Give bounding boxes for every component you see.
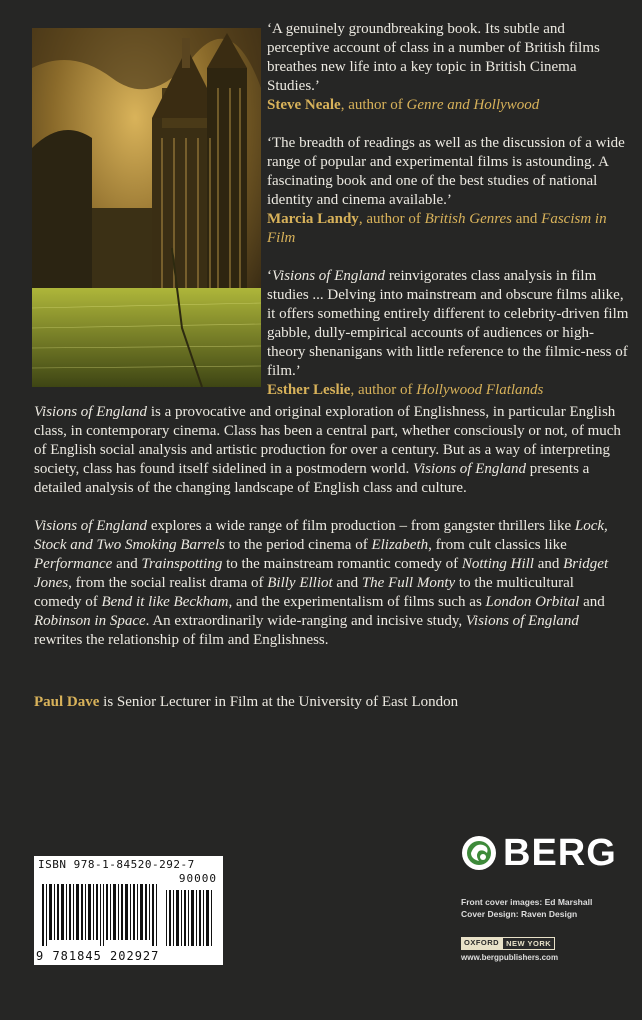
credit-cover-images: Front cover images: Ed Marshall bbox=[461, 897, 593, 907]
reviewer-name: Steve Neale bbox=[267, 97, 341, 113]
film-title: Notting Hill bbox=[461, 556, 534, 572]
text-span: is a provocative and original exploration of Englishness, in particular English class, in contemporary cinema. Class has been a central part, whether consciously or not, of much of English social analysis and artistic production for over a century. But as a way of interpreting society, class has found itself sidelined in a postmodern world. bbox=[34, 404, 621, 477]
text-span: and bbox=[112, 556, 142, 572]
quote-body: reinvigorates class analysis in film studies ... Delving into mainstream and obscure films alike, it offers something entirely different to celebrity-driven film gabble, dully-empirical accounts of audiences or high-theory shenanigans with little reference to the filmic-ness of film.’ bbox=[267, 268, 629, 379]
logo-wordmark: BERG bbox=[503, 832, 617, 874]
quote-marcia-landy bbox=[267, 134, 629, 248]
work-title: Hollywood Flatlands bbox=[416, 382, 544, 398]
work-title: Genre and Hollywood bbox=[406, 97, 540, 113]
description-paragraph-1 bbox=[34, 403, 624, 498]
book-title: Visions of England bbox=[412, 461, 527, 477]
text-span: , and the experimentalism of films such as bbox=[228, 594, 486, 610]
quote-steve-neale bbox=[267, 20, 629, 115]
attribution-text: , author of bbox=[358, 211, 425, 227]
price-addon: 90000 bbox=[178, 872, 217, 885]
film-title: Lock, Stock and Two Smoking Barrels bbox=[34, 518, 608, 553]
author-name: Paul Dave bbox=[34, 694, 100, 710]
badge-new-york: NEW YORK bbox=[502, 937, 555, 950]
film-title: Bridget Jones bbox=[34, 556, 609, 591]
isbn-barcode bbox=[34, 856, 223, 965]
author-bio bbox=[34, 693, 624, 712]
text-span: , from the social realist drama of bbox=[68, 575, 268, 591]
book-title: Visions of England bbox=[34, 518, 148, 534]
quote-text bbox=[267, 267, 629, 381]
reviewer-name: Marcia Landy bbox=[267, 211, 359, 227]
film-title: Trainspotting bbox=[141, 556, 223, 572]
book-title: Visions of England bbox=[272, 268, 386, 284]
film-title: London Orbital bbox=[485, 594, 580, 610]
reviewer-name: Esther Leslie bbox=[267, 382, 351, 398]
text-span: , from cult classics like bbox=[428, 537, 567, 553]
quote-attribution bbox=[267, 210, 629, 248]
text-span: . An extraordinarily wide-ranging and incisive study, bbox=[145, 613, 466, 629]
description-paragraph-2 bbox=[34, 517, 624, 650]
book-title: Visions of England bbox=[465, 613, 579, 629]
credit-cover-design: Cover Design: Raven Design bbox=[461, 909, 578, 919]
film-title: Bend it like Beckham bbox=[101, 594, 229, 610]
text-span: and bbox=[533, 556, 564, 572]
attribution-and: and bbox=[512, 211, 542, 227]
text-span: rewrites the relationship of film and Englishness. bbox=[34, 632, 329, 648]
text-span: to the mainstream romantic comedy of bbox=[222, 556, 462, 572]
book-description bbox=[34, 403, 624, 669]
quote-attribution bbox=[267, 381, 629, 400]
attribution-text: , author of bbox=[350, 382, 417, 398]
text-span: and bbox=[579, 594, 605, 610]
publisher-logo bbox=[461, 833, 621, 873]
berg-logo bbox=[461, 833, 621, 873]
isbn-number: ISBN 978-1-84520-292-7 bbox=[38, 858, 195, 871]
text-span: explores a wide range of film production – from gangster thrillers like bbox=[147, 518, 575, 534]
work-title-2: Fascism in Film bbox=[267, 211, 607, 246]
text-span: to the period cinema of bbox=[224, 537, 372, 553]
film-title: Elizabeth bbox=[371, 537, 429, 553]
berg-emblem-icon bbox=[461, 835, 497, 871]
ean-number: 9 781845 202927 bbox=[36, 949, 160, 963]
quote-attribution bbox=[267, 96, 629, 115]
badge-oxford: OXFORD bbox=[461, 937, 502, 950]
film-title: Billy Elliot bbox=[267, 575, 333, 591]
text-span: presents a detailed analysis of the changing landscape of English class and culture. bbox=[34, 461, 590, 496]
quote-text: ‘The breadth of readings as well as the discussion of a wide range of popular and experimental films is astounding. A fascinating book and one of the best studies of national identity and cinema available.’ bbox=[267, 135, 625, 208]
quote-open: ‘ bbox=[267, 268, 272, 284]
work-title: British Genres bbox=[424, 211, 512, 227]
book-title: Visions of England bbox=[34, 404, 148, 420]
quote-esther-leslie bbox=[267, 267, 629, 400]
cover-image bbox=[32, 28, 261, 387]
film-title: Robinson in Space bbox=[34, 613, 146, 629]
text-span: and bbox=[332, 575, 362, 591]
cover-credits bbox=[461, 896, 631, 920]
location-badge bbox=[461, 937, 555, 950]
film-title: Performance bbox=[34, 556, 113, 572]
publisher-website: www.bergpublishers.com bbox=[461, 953, 559, 962]
quote-text: ‘A genuinely groundbreaking book. Its subtle and perceptive account of class in a number of British films breathes new life into a key topic in British Cinema Studies.’ bbox=[267, 21, 600, 94]
film-title: The Full Monty bbox=[361, 575, 456, 591]
barcode-bars bbox=[42, 884, 217, 946]
review-quotes bbox=[267, 20, 629, 419]
attribution-text: , author of bbox=[340, 97, 407, 113]
text-span: to the multicultural comedy of bbox=[34, 575, 574, 610]
author-bio-text: is Senior Lecturer in Film at the University of East London bbox=[99, 694, 459, 710]
